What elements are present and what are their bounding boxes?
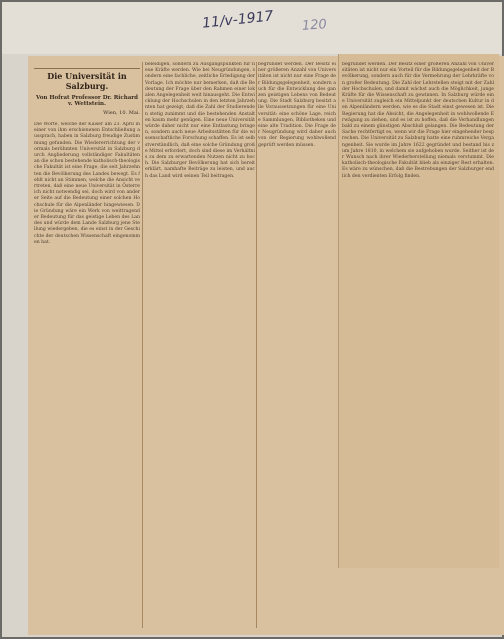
article-header (34, 66, 140, 119)
article-dateline: Wien, 10. Mai. (103, 110, 140, 116)
page-number: 120 (301, 17, 328, 34)
article-column-1: Die Worte, welche der Kaiser am 23. April in einer von ihm erschienenen Entschließung aussprach, haben in Salzburg freudige Zustimmung gefunden. Die Wiedererrichtung der vormals berühmten Universität in Salzburg durch Angliederung vollständiger Fakultäten an die schon bestehende katholisch-theologische Fakultät ist eine Frage, die seit Jahrzehnten die Bevölkerung des Landes bewegt. Es fehlt nicht an Stimmen, welche die Ansicht vertreten, daß eine neue Universität in Österreich nicht notwendig sei, doch wird von anderer Seite auf die Bedeutung einer solchen Hochschule für die Alpenländer hingewiesen. Die Gründung wäre ein Werk von weittragender Bedeutung für das geistige Leben des Landes und würde dem Lande Salzburg jene Stellung wiedergeben, die es einst in der Geschichte der deutschen Wissenschaft eingenommen hat. (34, 122, 140, 245)
article-headline: Die Universität in Salzburg. (47, 71, 127, 91)
article-column-2: beleidigen, sondern zu Ausgangspunkten für neue Kräfte werden. Wie bei Neugründungen, sondern eine fachliche, zeitliche Erledigung der Vorlage. Ich möchte nur bemerken, daß die Bedeutung der Frage über den Rahmen einer lokalen Angelegenheit weit hinausgeht. Die Entwicklung der Hochschulen in den letzten Jahrzehnten hat gezeigt, daß die Zahl der Studierenden stetig zunimmt und die bestehenden Anstalten kaum mehr genügen. Eine neue Universität würde daher nicht nur eine Entlastung bringen, sondern auch neue Arbeitsstätten für die wissenschaftliche Forschung schaffen. Es ist selbstverständlich, daß eine solche Gründung große Mittel erfordert, doch sind diese im Verhältnis zu dem zu erwartenden Nutzen nicht zu hoch. Die Salzburger Bevölkerung hat sich bereit erklärt, namhafte Beiträge zu leisten, und auch das Land wird seinen Teil beitragen. (145, 62, 255, 179)
article-column-4: begründet werden. Der Besitz einer größeren Anzahl von Universitäten ist nicht nur ein Vorteil für die Bildungsgelegenheit der Bevölkerung, sondern auch für die Vermehrung der Lehrkräfte von großer Bedeutung. Die Zahl der Lehrstellen steigt mit der Zahl der Hochschulen, und damit wächst auch die Möglichkeit, junge Kräfte für die Wissenschaft zu gewinnen. In Salzburg würde eine Universität zugleich ein Mittelpunkt der deutschen Kultur in den Alpenländern werden, wie es die Stadt einst gewesen ist. Die Regierung hat die Absicht, die Angelegenheit in wohlwollende Erwägung zu ziehen, und es ist zu hoffen, daß die Verhandlungen bald zu einem günstigen Abschluß gelangen. Die Bedeutung der Sache rechtfertigt es, wenn wir die Frage hier eingehender besprechen. Die Universität zu Salzburg hatte eine ruhmreiche Vergangenheit. Sie wurde im Jahre 1622 gegründet und bestand bis zum Jahre 1810, in welchem sie aufgehoben wurde. Seither ist der Wunsch nach ihrer Wiederherstellung niemals verstummt. Die katholisch-theologische Fakultät blieb als einziger Rest erhalten. Es wäre zu wünschen, daß die Bestrebungen der Salzburger endlich den verdienten Erfolg finden. (342, 62, 494, 179)
article-column-3: begründet werden. Der Besitz einer größeren Anzahl von Universitäten ist nicht nur eine Frage der Bildungsgelegenheit, sondern auch für die Entwicklung des ganzen geistigen Lebens von Bedeutung. Die Stadt Salzburg besitzt alle Voraussetzungen für eine Universität: eine schöne Lage, reiche Sammlungen, Bibliotheken und eine alte Tradition. Die Frage der Neugründung wird daher auch von der Regierung wohlwollend geprüft werden müssen. (258, 62, 336, 148)
handwritten-date: 11/v-1917 (201, 8, 275, 32)
header-rule (34, 68, 140, 69)
column-separator (256, 62, 257, 628)
article-byline: Von Hofrat Professor Dr. Richard v. Wettstein. (35, 95, 139, 107)
column-separator (142, 62, 143, 628)
